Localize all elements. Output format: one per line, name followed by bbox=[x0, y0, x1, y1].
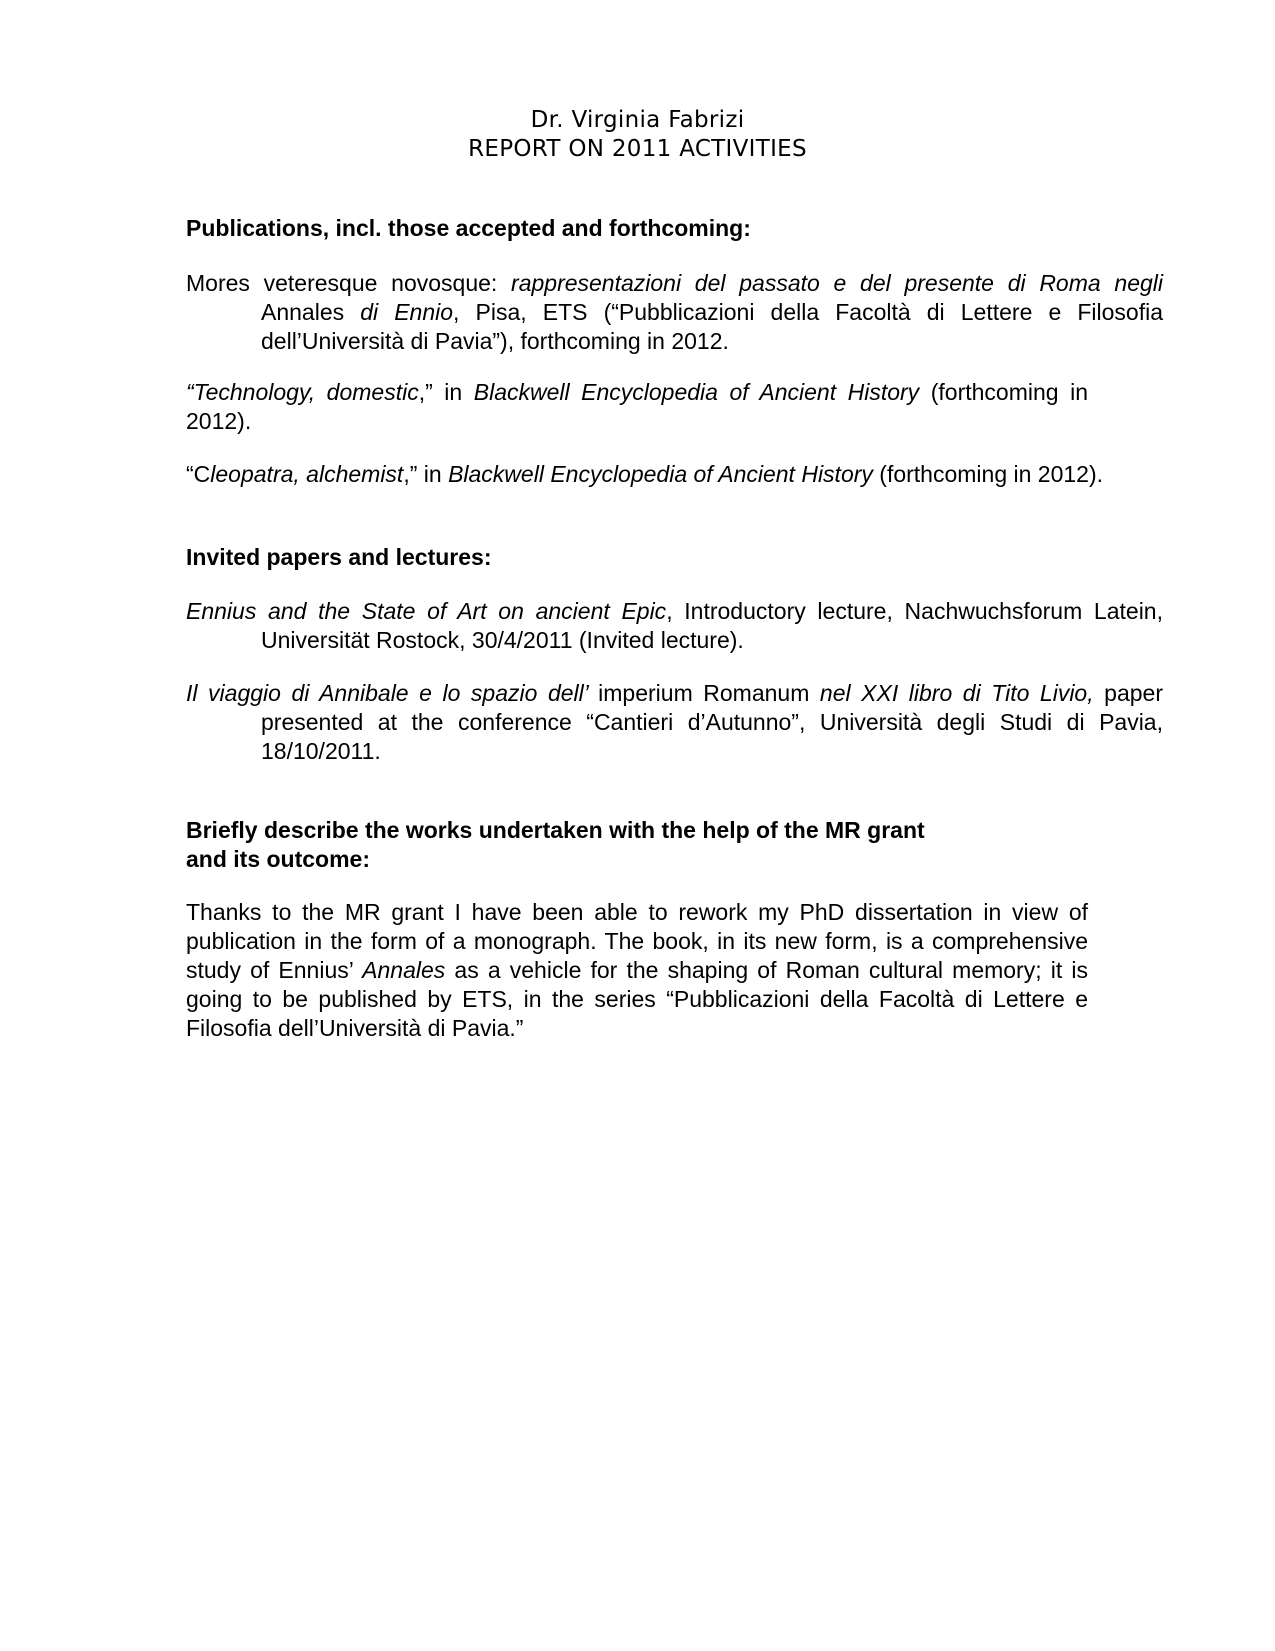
text-run: Annales bbox=[261, 299, 361, 325]
text-run: (forthcoming in 2012). bbox=[872, 461, 1104, 487]
publications-heading: Publications, incl. those accepted and forthcoming: bbox=[186, 215, 751, 241]
text-run: imperium Romanum bbox=[598, 680, 820, 706]
text-run: paper presented at the conference “Cantieri d’Autunno”, Università degli Studi di Pavia, 18/10/2011. bbox=[261, 680, 1163, 764]
lecture-entry bbox=[186, 679, 1163, 766]
italic-text: Annales bbox=[362, 957, 446, 983]
grant-heading-line1: Briefly describe the works undertaken with the help of the MR grant bbox=[186, 817, 925, 843]
italic-text: leopatra, alchemist bbox=[210, 461, 404, 487]
italic-text: Ennius and the State of Art on ancient Epic bbox=[186, 598, 667, 624]
publication-entry bbox=[186, 378, 1088, 436]
italic-text: Il viaggio di Annibale e lo spazio dell’ bbox=[186, 680, 599, 706]
text-run: “C bbox=[186, 461, 211, 487]
report-title: REPORT ON 2011 ACTIVITIES bbox=[468, 136, 807, 162]
text-run: ,” in bbox=[403, 461, 449, 487]
text-run: , Introductory lecture, Nachwuchsforum Latein, Universität Rostock, 30/4/2011 (Invited lecture). bbox=[261, 598, 1163, 653]
text-run: (forthcoming in 2012). bbox=[186, 379, 1088, 434]
lecture-entry bbox=[186, 597, 1163, 655]
italic-text: Blackwell Encyclopedia of Ancient History bbox=[473, 379, 920, 405]
italic-text: “Technology, domestic bbox=[186, 379, 419, 405]
grant-heading-line2: and its outcome: bbox=[186, 846, 371, 872]
text-run: as a vehicle for the shaping of Roman cultural memory; it is going to be published by ETS, in the series “Pubblicazioni della Facoltà di Lettere e Filosofia dell’Università di Pavia.” bbox=[186, 957, 1088, 1041]
italic-text: nel XXI libro di Tito Livio, bbox=[819, 680, 1094, 706]
italic-text: di Ennio bbox=[360, 299, 454, 325]
lectures-heading: Invited papers and lectures: bbox=[186, 544, 492, 570]
grant-heading bbox=[186, 816, 1086, 874]
text-run: , Pisa, ETS (“Pubblicazioni della Facoltà di Lettere e Filosofia dell’Università di Pavia”), forthcoming in 2012. bbox=[261, 299, 1163, 354]
italic-text: Blackwell Encyclopedia of Ancient History bbox=[448, 461, 873, 487]
text-run: Mores veteresque novosque: bbox=[186, 270, 512, 296]
publication-entry bbox=[186, 269, 1163, 356]
text-run: Thanks to the MR grant I have been able to rework my PhD dissertation in view of publication in the form of a monograph. The book, in its new form, is a comprehensive study of Ennius’ bbox=[186, 899, 1088, 983]
publication-entry bbox=[186, 460, 1163, 489]
text-run: ,” in bbox=[418, 379, 474, 405]
grant-description bbox=[186, 898, 1088, 1043]
author-name: Dr. Virginia Fabrizi bbox=[530, 107, 745, 133]
italic-text: rappresentazioni del passato e del presente di Roma negli bbox=[511, 270, 1163, 296]
